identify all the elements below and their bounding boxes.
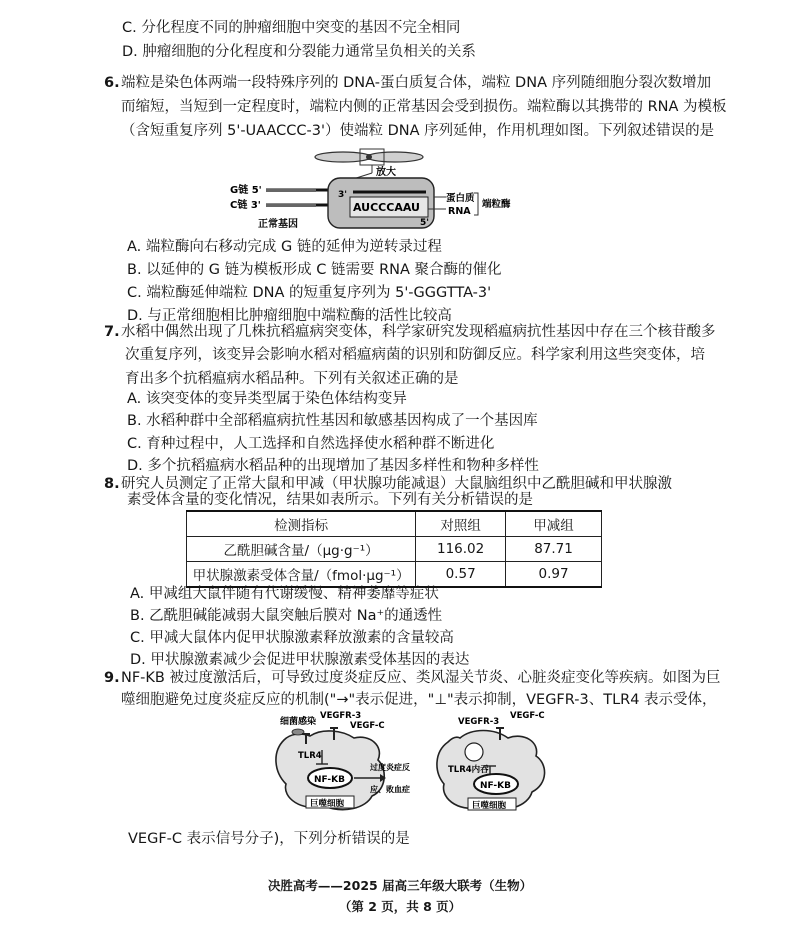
q8-option-b: B. 乙酰胆碱能减弱大鼠突触后膜对 Na⁺的通透性 xyxy=(130,608,443,624)
nfkb-right-label: NF-KB xyxy=(480,781,511,791)
q7-option-d: D. 多个抗稻瘟病水稻品种的出现增加了基因多样性和物种多样性 xyxy=(127,458,539,474)
bacteria-label: 细菌感染 xyxy=(280,717,317,727)
table-header-cell: 甲减组 xyxy=(506,511,602,537)
q9-stem-line-2: 噬细胞避免过度炎症反应的机制("→"表示促进，"⊥"表示抑制，VEGFR-3、TLR4 表示受体， xyxy=(121,692,717,708)
q6-option-c: C. 端粒酶延伸端粒 DNA 的短重复序列为 5'-GGGTTA-3' xyxy=(127,285,492,301)
q7-number: 7. xyxy=(104,324,120,340)
nfkb-left-label: NF-KB xyxy=(314,775,345,785)
tlr4-left-label: TLR4 xyxy=(298,751,322,761)
table-header-cell: 检测指标 xyxy=(187,511,416,537)
q7-stem-line-1: 水稻中偶然出现了几株抗稻瘟病突变体，科学家研究发现稻瘟病抗性基因中存在三个核苷酸多 xyxy=(121,324,716,340)
q7-option-b: B. 水稻种群中全部稻瘟病抗性基因和敏感基因构成了一个基因库 xyxy=(127,413,538,429)
q8-option-d: D. 甲状腺激素减少会促进甲状腺激素受体基因的表达 xyxy=(130,652,470,668)
q6-option-b: B. 以延伸的 G 链为模板形成 C 链需要 RNA 聚合酶的催化 xyxy=(127,262,502,278)
q5-option-c: C. 分化程度不同的肿瘤细胞中突变的基因不完全相同 xyxy=(122,20,461,36)
table-cell: 0.97 xyxy=(506,562,602,588)
protein-label: 蛋白质 xyxy=(446,193,475,204)
q9-stem-end: VEGF-C 表示信号分子)，下列分析错误的是 xyxy=(128,831,410,847)
q6-stem-line-2: 而缩短，当短到一定程度时，端粒内侧的正常基因会受到损伤。端粒酶以其携带的 RNA 为模板 xyxy=(121,99,727,115)
zoom-label: 放大 xyxy=(376,167,396,178)
table-header-cell: 对照组 xyxy=(416,511,506,537)
normal-gene-label: 正常基因 xyxy=(258,219,298,230)
q8-data-table xyxy=(186,510,602,588)
vegfr3-left-label: VEGFR-3 xyxy=(320,711,362,721)
q5-option-d: D. 肿瘤细胞的分化程度和分裂能力通常呈负相关的关系 xyxy=(122,44,476,60)
rna-label: RNA xyxy=(448,206,471,217)
table-header-row xyxy=(187,511,602,537)
q9-number: 9. xyxy=(104,670,120,686)
table-cell: 甲状腺激素受体含量/（fmol·μg⁻¹） xyxy=(187,562,416,588)
footer-page-number: （第 2 页，共 8 页） xyxy=(338,899,462,914)
five-prime-label: 5' xyxy=(420,218,430,228)
q7-option-c: C. 育种过程中，人工选择和自然选择使水稻种群不断进化 xyxy=(127,436,495,452)
q8-number: 8. xyxy=(104,476,120,492)
q9-stem-line-1: NF-KB 被过度激活后，可导致过度炎症反应、类风湿关节炎、心脏炎症变化等疾病。如图为巨 xyxy=(121,670,721,686)
vegfr3-right-label: VEGFR-3 xyxy=(458,717,500,727)
q8-stem-line-1: 研究人员测定了正常大鼠和甲减（甲状腺功能减退）大鼠脑组织中乙酰胆碱和甲状腺激 xyxy=(121,476,672,492)
g-chain-label: G链 5' xyxy=(230,185,262,196)
q7-stem-line-3: 育出多个抗稻瘟病水稻品种。下列有关叙述正确的是 xyxy=(125,371,459,387)
q8-stem-line-2: 素受体含量的变化情况，结果如表所示。下列有关分析错误的是 xyxy=(127,492,533,508)
three-prime-label: 3' xyxy=(338,190,348,200)
macrophage-left-label: 巨噬细胞 xyxy=(310,799,345,809)
telomerase-figure xyxy=(228,145,528,240)
table-row xyxy=(187,537,602,562)
c-chain-label: C链 3' xyxy=(230,200,261,211)
table-cell: 乙酰胆碱含量/（μg·g⁻¹） xyxy=(187,537,416,562)
vegfc-left-label: VEGF-C xyxy=(350,721,385,731)
tlr4-right-label: TLR4内吞 xyxy=(448,765,489,775)
q6-stem-line-3: （含短重复序列 5'-UAACCC-3'）使端粒 DNA 序列延伸，作用机理如图。下列叙述错误的是 xyxy=(121,123,715,139)
vegfc-right-label: VEGF-C xyxy=(510,711,545,721)
chromosome-icon xyxy=(315,152,423,162)
macrophage-right-label: 巨噬细胞 xyxy=(472,801,507,811)
table-cell: 87.71 xyxy=(506,537,602,562)
footer-title: 决胜高考——2025 届高三年级大联考（生物） xyxy=(267,878,533,893)
q7-option-a: A. 该突变体的变异类型属于染色体结构变异 xyxy=(127,391,407,407)
macrophage-figure xyxy=(262,710,562,818)
q6-option-a: A. 端粒酶向右移动完成 G 链的延伸为逆转录过程 xyxy=(127,239,442,255)
telomerase-label: 端粒酶 xyxy=(482,199,511,210)
q8-option-a: A. 甲减组大鼠伴随有代谢缓慢、精神萎靡等症状 xyxy=(130,586,439,602)
q6-number: 6. xyxy=(104,75,120,91)
table-cell: 0.57 xyxy=(416,562,506,588)
q8-option-c: C. 甲减大鼠体内促甲状腺激素释放激素的含量较高 xyxy=(130,630,454,646)
outcome-label-line-2: 应、败血症 xyxy=(370,785,410,794)
template-rna-sequence: AUCCCAAU xyxy=(353,201,420,214)
q7-stem-line-2: 次重复序列，该变异会影响水稻对稻瘟病菌的识别和防御反应。科学家利用这些突变体，培 xyxy=(125,347,705,363)
q6-stem-line-1: 端粒是染色体两端一段特殊序列的 DNA-蛋白质复合体，端粒 DNA 序列随细胞分裂次数增加 xyxy=(121,75,712,91)
q6-option-d: D. 与正常细胞相比肿瘤细胞中端粒酶的活性比较高 xyxy=(127,308,452,324)
table-cell: 116.02 xyxy=(416,537,506,562)
outcome-label-line-1: 过度炎症反 xyxy=(370,763,410,772)
